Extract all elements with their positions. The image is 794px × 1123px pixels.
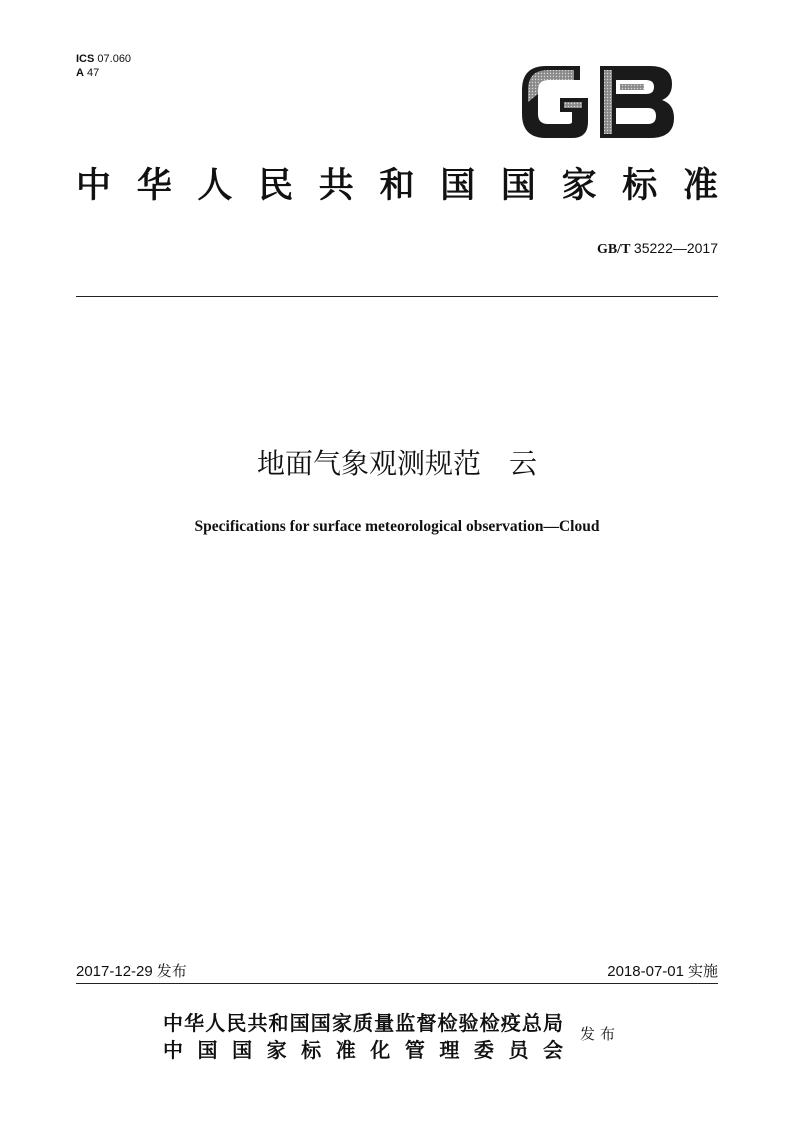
issue-date-value: 2017-12-29 — [76, 963, 153, 980]
issuing-authorities — [163, 1010, 563, 1064]
standard-code: 35222—2017 — [633, 240, 718, 256]
ics-code: ICS 07.060 — [76, 53, 132, 65]
implementation-date-value: 2018-07-01 — [607, 963, 684, 980]
standard-prefix: GB/T — [596, 242, 631, 257]
gb-logo — [516, 60, 678, 144]
classification-codes — [76, 52, 131, 80]
issue-date — [76, 962, 187, 981]
bottom-divider — [76, 983, 718, 984]
national-standard-title: 中华人民共和国国家标准 — [76, 165, 718, 206]
chinese-title: 地面气象观测规范 云 — [256, 447, 537, 480]
english-title: Specifications for surface meteorological observation—Cloud — [194, 518, 600, 535]
issue-date-label: 发布 — [156, 962, 187, 980]
ccs-code: A 47 — [76, 67, 100, 79]
issuer-sac: 中国国家标准化管理委员会 — [163, 1038, 563, 1062]
standard-number — [597, 240, 718, 258]
implementation-date-label: 实施 — [687, 962, 718, 980]
issue-word: 发布 — [580, 1025, 621, 1043]
issuer-aqsiq: 中华人民共和国国家质量监督检验检疫总局 — [163, 1011, 563, 1035]
implementation-date — [607, 962, 718, 981]
top-divider — [76, 296, 718, 297]
